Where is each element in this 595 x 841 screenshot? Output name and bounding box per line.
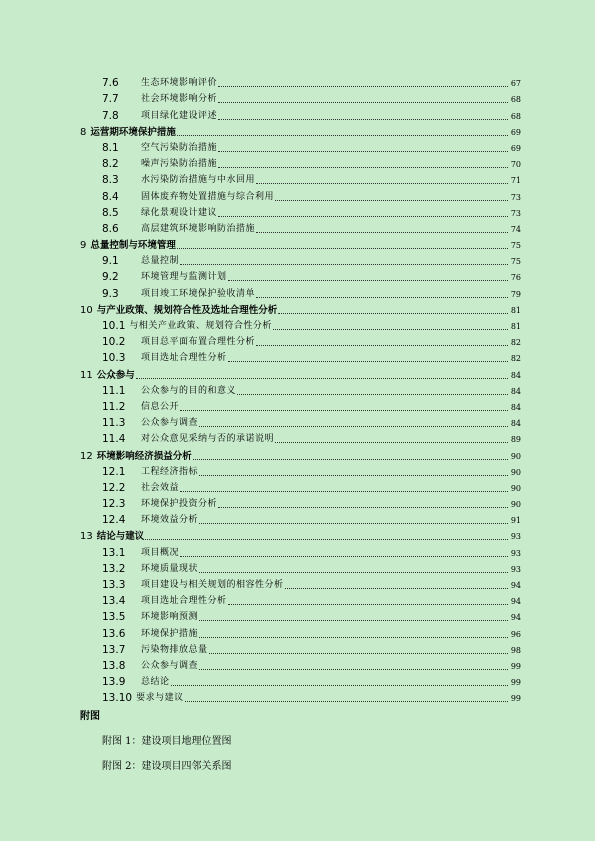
toc-entry-title: 项目竣工环境保护验收清单 bbox=[141, 288, 256, 299]
toc-section-entry[interactable] bbox=[80, 397, 521, 413]
toc-entry-number: 11 bbox=[80, 369, 93, 381]
toc-dot-leader bbox=[218, 216, 508, 217]
appendix-item: 附图 1：建设项目地理位置图 bbox=[102, 736, 232, 747]
toc-entry-title: 社会环境影响分析 bbox=[141, 94, 218, 105]
toc-section-entry[interactable] bbox=[80, 413, 521, 429]
table-of-contents bbox=[80, 73, 521, 704]
toc-page-number: 69 bbox=[510, 127, 521, 137]
toc-entry-number: 13.7 bbox=[102, 643, 126, 656]
toc-entry-title: 项目选址合理性分析 bbox=[141, 596, 227, 607]
toc-page-number: 96 bbox=[510, 629, 521, 639]
toc-entry-number: 8.3 bbox=[102, 174, 119, 187]
toc-entry-title: 环境效益分析 bbox=[141, 515, 199, 526]
appendix-item: 附图 2：建设项目四邻关系图 bbox=[102, 761, 232, 772]
toc-section-entry[interactable] bbox=[80, 154, 521, 170]
toc-entry-number: 13.10 bbox=[102, 692, 133, 705]
toc-entry-title: 总量控制 bbox=[141, 256, 180, 267]
toc-page-number: 84 bbox=[510, 370, 521, 380]
toc-entry-number: 10.1 bbox=[102, 320, 126, 332]
toc-section-entry[interactable] bbox=[80, 186, 521, 202]
toc-entry-title: 与相关产业政策、规划符合性分析 bbox=[129, 321, 272, 331]
toc-page-number: 90 bbox=[510, 483, 521, 493]
toc-entry-title: 要求与建议 bbox=[136, 693, 184, 704]
toc-page-number: 91 bbox=[510, 516, 521, 526]
toc-page-number: 68 bbox=[510, 111, 521, 121]
toc-page-number: 81 bbox=[510, 322, 521, 331]
toc-page-number: 75 bbox=[510, 241, 521, 251]
toc-entry-number: 13.8 bbox=[102, 659, 126, 672]
toc-page-number: 93 bbox=[510, 548, 521, 558]
toc-entry-number: 9.3 bbox=[102, 287, 119, 300]
toc-entry-title: 高层建筑环境影响防治措施 bbox=[141, 223, 256, 234]
toc-entry-title: 噪声污染防治措施 bbox=[141, 159, 218, 170]
toc-section-entry[interactable] bbox=[80, 688, 521, 704]
toc-dot-leader bbox=[193, 459, 508, 460]
toc-section-entry[interactable] bbox=[80, 656, 521, 672]
toc-entry-number: 10.2 bbox=[102, 336, 126, 349]
toc-entry-number: 11.3 bbox=[102, 417, 126, 430]
toc-entry-title: 项目建设与相关规划的相容性分析 bbox=[141, 580, 284, 590]
toc-section-entry[interactable] bbox=[80, 559, 521, 575]
toc-dot-leader bbox=[185, 701, 508, 702]
toc-entry-number: 12 bbox=[80, 450, 93, 462]
toc-section-entry[interactable] bbox=[80, 348, 521, 364]
toc-page-number: 90 bbox=[510, 500, 521, 510]
toc-page-number: 69 bbox=[510, 143, 521, 153]
toc-page-number: 94 bbox=[510, 613, 521, 623]
toc-dot-leader bbox=[256, 232, 508, 233]
toc-entry-title: 环境质量现状 bbox=[141, 563, 199, 574]
toc-section-entry[interactable] bbox=[80, 316, 521, 332]
toc-entry-title: 绿化景观设计建议 bbox=[141, 207, 218, 218]
toc-section-entry[interactable] bbox=[80, 672, 521, 688]
toc-entry-title: 环境影响经济损益分析 bbox=[96, 450, 192, 462]
toc-section-entry[interactable] bbox=[80, 429, 521, 445]
toc-entry-number: 8 bbox=[80, 126, 87, 138]
toc-section-entry[interactable] bbox=[80, 283, 521, 299]
toc-entry-number: 13.2 bbox=[102, 562, 126, 575]
toc-entry-title: 项目绿化建设评述 bbox=[141, 110, 218, 121]
toc-entry-title: 公众参与 bbox=[96, 369, 135, 381]
toc-entry-number: 8.5 bbox=[102, 206, 119, 219]
toc-section-entry[interactable] bbox=[80, 251, 521, 267]
toc-entry-title: 环境保护措施 bbox=[141, 628, 199, 639]
toc-page-number: 93 bbox=[510, 564, 521, 574]
toc-entry-number: 11.1 bbox=[102, 384, 126, 397]
toc-dot-leader bbox=[218, 102, 508, 103]
toc-entry-title: 环境影响预测 bbox=[141, 612, 199, 623]
toc-page-number: 68 bbox=[510, 95, 521, 105]
toc-chapter-entry[interactable] bbox=[80, 445, 521, 461]
toc-dot-leader bbox=[180, 264, 508, 265]
toc-page-number: 99 bbox=[510, 694, 521, 704]
toc-section-entry[interactable] bbox=[80, 170, 521, 186]
toc-entry-number: 12.1 bbox=[102, 465, 126, 478]
toc-section-entry[interactable] bbox=[80, 623, 521, 639]
toc-dot-leader bbox=[278, 313, 508, 314]
toc-entry-title: 总结论 bbox=[141, 677, 170, 688]
toc-entry-title: 运营期环境保护措施 bbox=[90, 126, 176, 138]
toc-page-number: 89 bbox=[510, 435, 521, 445]
toc-entry-number: 13.6 bbox=[102, 627, 126, 640]
toc-page-number: 71 bbox=[510, 176, 521, 186]
toc-dot-leader bbox=[275, 200, 508, 201]
toc-entry-number: 13 bbox=[80, 531, 93, 543]
toc-entry-number: 10 bbox=[80, 304, 93, 316]
toc-dot-leader bbox=[285, 588, 508, 589]
toc-dot-leader bbox=[275, 442, 508, 443]
toc-section-entry[interactable] bbox=[80, 267, 521, 283]
toc-entry-title: 结论与建议 bbox=[96, 531, 145, 543]
toc-page-number: 76 bbox=[510, 273, 521, 283]
toc-page-number: 98 bbox=[510, 645, 521, 655]
toc-entry-number: 7.8 bbox=[102, 109, 119, 122]
toc-dot-leader bbox=[256, 297, 508, 298]
toc-entry-number: 12.3 bbox=[102, 498, 126, 511]
toc-dot-leader bbox=[145, 539, 508, 540]
toc-page-number: 82 bbox=[510, 354, 521, 364]
toc-entry-title: 环境保护投资分析 bbox=[141, 499, 218, 510]
toc-entry-number: 7.7 bbox=[102, 93, 119, 106]
toc-page-number: 84 bbox=[510, 419, 521, 429]
toc-entry-title: 项目概况 bbox=[141, 547, 180, 558]
toc-entry-title: 项目总平面布置合理性分析 bbox=[141, 337, 256, 348]
toc-dot-leader bbox=[256, 183, 508, 184]
toc-entry-title: 空气污染防治措施 bbox=[141, 142, 218, 153]
toc-page-number: 90 bbox=[510, 451, 521, 461]
toc-dot-leader bbox=[228, 280, 508, 281]
toc-page-number: 84 bbox=[510, 402, 521, 412]
toc-entry-number: 12.2 bbox=[102, 481, 126, 494]
toc-section-entry[interactable] bbox=[80, 478, 521, 494]
toc-page-number: 79 bbox=[510, 289, 521, 299]
toc-dot-leader bbox=[228, 604, 508, 605]
toc-page-number: 75 bbox=[510, 257, 521, 267]
toc-section-entry[interactable] bbox=[80, 640, 521, 656]
toc-entry-title: 总量控制与环境管理 bbox=[90, 240, 176, 252]
toc-entry-number: 8.1 bbox=[102, 141, 119, 154]
toc-dot-leader bbox=[199, 523, 508, 524]
toc-entry-number: 11.4 bbox=[102, 433, 126, 446]
toc-dot-leader bbox=[177, 135, 508, 136]
toc-section-entry[interactable] bbox=[80, 575, 521, 591]
toc-dot-leader bbox=[199, 426, 508, 427]
toc-dot-leader bbox=[218, 86, 508, 87]
toc-entry-title: 固体废弃物处置措施与综合利用 bbox=[141, 191, 275, 202]
toc-dot-leader bbox=[228, 361, 508, 362]
toc-section-entry[interactable] bbox=[80, 89, 521, 105]
toc-entry-title: 污染物排放总量 bbox=[141, 644, 208, 655]
toc-entry-number: 8.6 bbox=[102, 222, 119, 235]
toc-section-entry[interactable] bbox=[80, 542, 521, 558]
toc-page-number: 73 bbox=[510, 192, 521, 202]
toc-dot-leader bbox=[171, 685, 508, 686]
toc-entry-number: 11.2 bbox=[102, 400, 126, 413]
toc-page-number: 82 bbox=[510, 338, 521, 348]
toc-entry-title: 社会效益 bbox=[141, 482, 180, 493]
toc-dot-leader bbox=[218, 119, 508, 120]
toc-section-entry[interactable] bbox=[80, 219, 521, 235]
toc-entry-title: 信息公开 bbox=[141, 401, 180, 412]
toc-section-entry[interactable] bbox=[80, 607, 521, 623]
toc-dot-leader bbox=[218, 151, 508, 152]
toc-section-entry[interactable] bbox=[80, 138, 521, 154]
toc-entry-number: 13.4 bbox=[102, 595, 126, 608]
toc-entry-title: 项目选址合理性分析 bbox=[141, 353, 227, 364]
toc-entry-number: 9.2 bbox=[102, 271, 119, 284]
toc-section-entry[interactable] bbox=[80, 462, 521, 478]
toc-page-number: 84 bbox=[510, 386, 521, 396]
toc-page-number: 94 bbox=[510, 581, 521, 590]
toc-page-number: 81 bbox=[510, 305, 521, 315]
toc-chapter-entry[interactable] bbox=[80, 526, 521, 542]
toc-section-entry[interactable] bbox=[80, 203, 521, 219]
toc-dot-leader bbox=[199, 620, 508, 621]
toc-section-entry[interactable] bbox=[80, 591, 521, 607]
toc-page-number: 90 bbox=[510, 467, 521, 477]
toc-dot-leader bbox=[199, 475, 508, 476]
toc-page-number: 99 bbox=[510, 661, 521, 671]
toc-entry-number: 8.2 bbox=[102, 158, 119, 171]
toc-page-number: 67 bbox=[510, 79, 521, 89]
toc-section-entry[interactable] bbox=[80, 381, 521, 397]
toc-dot-leader bbox=[136, 378, 508, 379]
toc-entry-title: 对公众意见采纳与否的承诺说明 bbox=[141, 434, 275, 445]
toc-page-number: 99 bbox=[510, 678, 521, 688]
toc-entry-number: 13.5 bbox=[102, 611, 126, 624]
toc-dot-leader bbox=[218, 167, 508, 168]
toc-section-entry[interactable] bbox=[80, 494, 521, 510]
toc-entry-number: 13.9 bbox=[102, 676, 126, 689]
toc-dot-leader bbox=[180, 491, 508, 492]
toc-page-number: 94 bbox=[510, 597, 521, 607]
toc-entry-title: 工程经济指标 bbox=[141, 466, 199, 477]
toc-dot-leader bbox=[199, 669, 508, 670]
toc-entry-title: 水污染防治措施与中水回用 bbox=[141, 175, 256, 186]
toc-entry-title: 公众参与调查 bbox=[141, 660, 199, 671]
toc-dot-leader bbox=[199, 572, 508, 573]
toc-entry-title: 与产业政策、规划符合性及选址合理性分析 bbox=[96, 304, 278, 316]
toc-section-entry[interactable] bbox=[80, 73, 521, 89]
toc-entry-number: 9 bbox=[80, 240, 87, 252]
toc-page-number: 93 bbox=[510, 532, 521, 542]
toc-page-number: 73 bbox=[510, 208, 521, 218]
toc-dot-leader bbox=[180, 410, 508, 411]
toc-entry-number: 12.4 bbox=[102, 514, 126, 527]
toc-entry-number: 13.3 bbox=[102, 579, 126, 591]
toc-section-entry[interactable] bbox=[80, 332, 521, 348]
toc-chapter-entry[interactable] bbox=[80, 235, 521, 251]
toc-entry-number: 13.1 bbox=[102, 546, 126, 559]
toc-entry-title: 公众参与的目的和意义 bbox=[141, 385, 237, 396]
toc-chapter-entry[interactable] bbox=[80, 300, 521, 316]
toc-dot-leader bbox=[218, 507, 508, 508]
toc-entry-title: 生态环境影响评价 bbox=[141, 78, 218, 89]
toc-section-entry[interactable] bbox=[80, 510, 521, 526]
toc-chapter-entry[interactable] bbox=[80, 364, 521, 380]
toc-entry-number: 10.3 bbox=[102, 352, 126, 365]
appendix-section bbox=[80, 707, 232, 772]
toc-dot-leader bbox=[256, 345, 508, 346]
toc-page-number: 70 bbox=[510, 160, 521, 170]
toc-entry-number: 7.6 bbox=[102, 77, 119, 90]
appendix-title: 附图 bbox=[80, 711, 100, 722]
toc-page-number: 74 bbox=[510, 224, 521, 234]
toc-dot-leader bbox=[237, 394, 508, 395]
toc-section-entry[interactable] bbox=[80, 105, 521, 121]
toc-entry-title: 环境管理与监测计划 bbox=[141, 272, 227, 283]
toc-dot-leader bbox=[180, 556, 508, 557]
toc-dot-leader bbox=[273, 329, 508, 330]
toc-dot-leader bbox=[199, 637, 508, 638]
toc-dot-leader bbox=[209, 653, 508, 654]
toc-entry-title: 公众参与调查 bbox=[141, 418, 199, 429]
toc-chapter-entry[interactable] bbox=[80, 122, 521, 138]
toc-entry-number: 9.1 bbox=[102, 255, 119, 268]
toc-entry-number: 8.4 bbox=[102, 190, 119, 203]
toc-dot-leader bbox=[177, 248, 508, 249]
